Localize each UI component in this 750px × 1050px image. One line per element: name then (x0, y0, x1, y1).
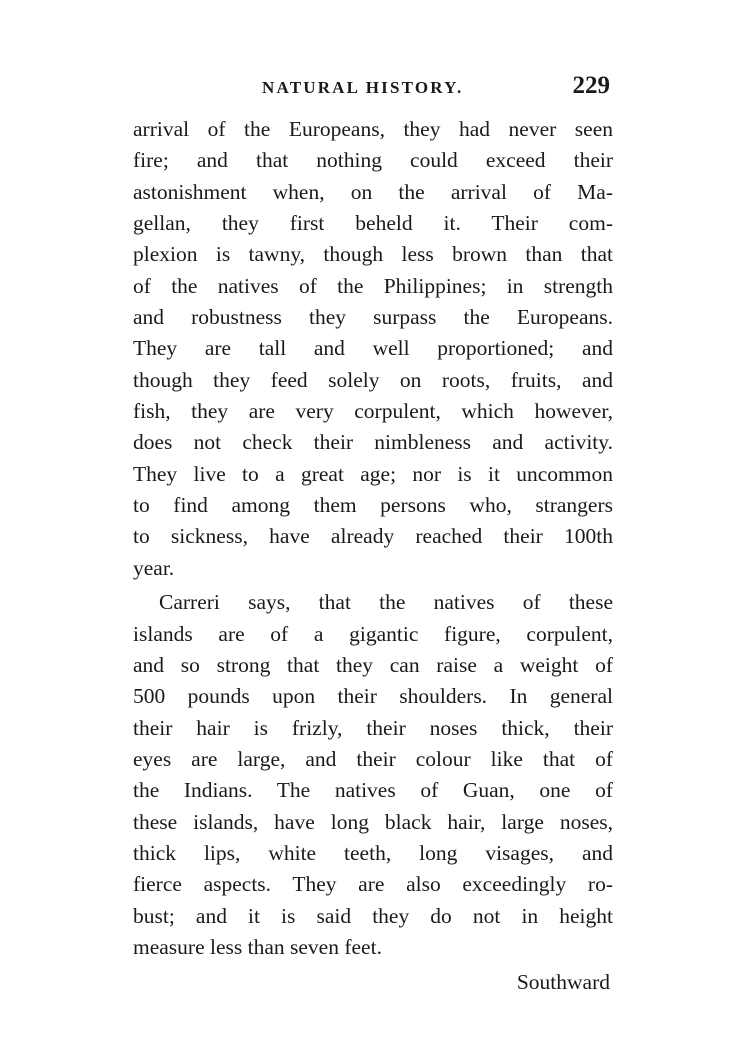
text-line: does not check their nimbleness and activity. (133, 430, 613, 455)
text-line: fish, they are very corpulent, which however, (133, 399, 613, 424)
text-line: astonishment when, on the arrival of Ma- (133, 179, 613, 204)
paragraph (133, 114, 613, 584)
text-line: arrival of the Europeans, they had never seen (133, 117, 613, 141)
text-line: fire; and that nothing could exceed their (133, 148, 613, 173)
text-line: gellan, they first beheld it. Their com- (133, 211, 613, 236)
text-line: islands are of a gigantic figure, corpulent, (133, 621, 613, 646)
page-number: 229 (572, 72, 610, 99)
paragraph (133, 587, 613, 963)
text-line: thick lips, white teeth, long visages, and (133, 840, 613, 865)
text-line: They live to a great age; nor is it uncommon (133, 461, 613, 486)
text-line: and so strong that they can raise a weight of (133, 652, 613, 677)
text-line: though they feed solely on roots, fruits, and (133, 367, 613, 392)
text-line: bust; and it is said they do not in height (133, 903, 613, 928)
text-line: Carreri says, that the natives of these (159, 590, 613, 615)
text-line: eyes are large, and their colour like that of (133, 746, 613, 771)
text-line: measure less than seven feet. (133, 934, 382, 959)
text-line: their hair is frizly, their noses thick, their (133, 715, 613, 740)
text-line: these islands, have long black hair, large noses, (133, 809, 613, 834)
text-line: to find among them persons who, strangers (133, 493, 613, 518)
text-line: fierce aspects. They are also exceedingly ro- (133, 872, 613, 897)
body-text (133, 114, 613, 963)
text-line: of the natives of the Philippines; in strength (133, 273, 613, 298)
catchword: Southward (516, 970, 610, 994)
text-line: 500 pounds upon their shoulders. In general (133, 684, 613, 709)
text-line: They are tall and well proportioned; and (133, 336, 613, 361)
text-line: to sickness, have already reached their 100th (133, 524, 613, 549)
text-line: year. (133, 555, 175, 580)
text-line: the Indians. The natives of Guan, one of (133, 778, 613, 803)
text-line: plexion is tawny, though less brown than that (133, 242, 613, 267)
text-line: and robustness they surpass the Europeans. (133, 305, 613, 330)
running-title: NATURAL HISTORY. (262, 78, 464, 97)
running-head (132, 72, 612, 106)
